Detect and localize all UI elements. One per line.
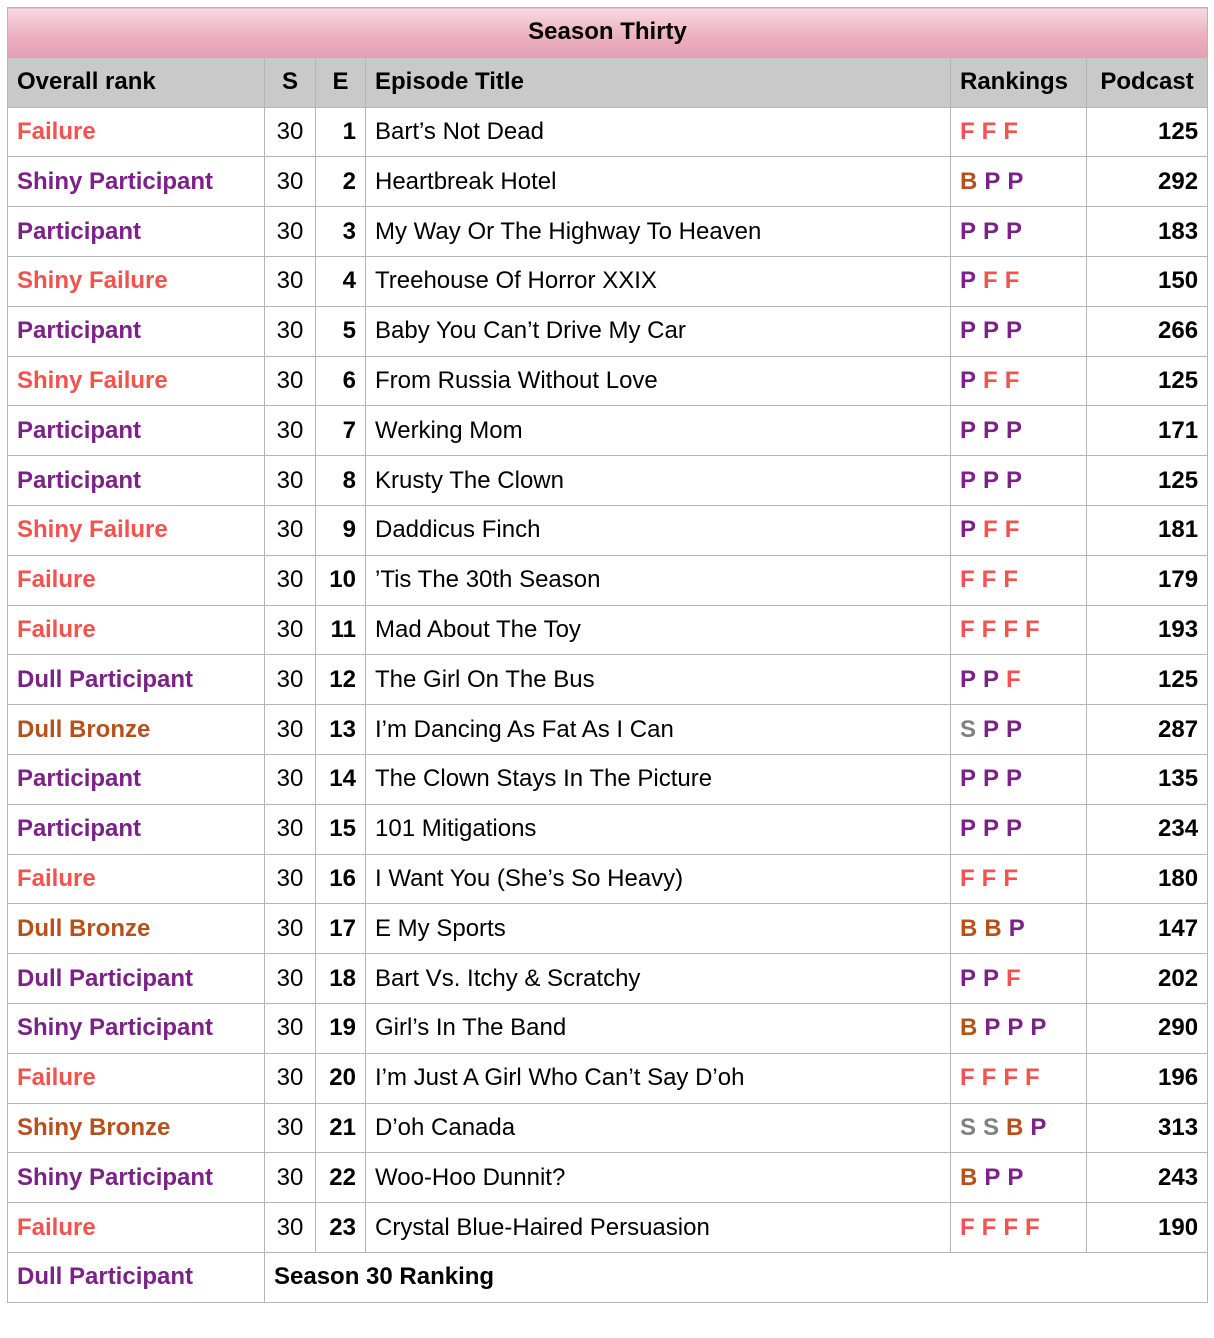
season-cell: 30 [265, 306, 316, 356]
ranking-letter: F [983, 267, 998, 295]
ranking-letter: B [960, 914, 978, 942]
overall-rank-cell: Shiny Failure [8, 356, 265, 406]
season-cell: 30 [265, 605, 316, 655]
header-episode-title: Episode Title [366, 57, 951, 107]
rankings-cell [951, 1053, 1087, 1103]
rankings-cell [951, 456, 1087, 506]
ranking-letter: P [1030, 1014, 1047, 1042]
header-episode: E [316, 57, 366, 107]
ranking-letter: S [960, 715, 977, 743]
podcast-cell: 287 [1087, 705, 1208, 755]
season-cell: 30 [265, 456, 316, 506]
ranking-letter: P [983, 765, 1000, 793]
overall-rank-cell: Failure [8, 107, 265, 157]
podcast-cell: 243 [1087, 1153, 1208, 1203]
table-row [8, 754, 1208, 804]
column-header-row [8, 57, 1208, 107]
episode-number-cell: 17 [316, 904, 366, 954]
ranking-letter: P [983, 416, 1000, 444]
footer-row [8, 1252, 1208, 1302]
podcast-cell: 266 [1087, 306, 1208, 356]
table-row [8, 1103, 1208, 1153]
episode-number-cell: 23 [316, 1203, 366, 1253]
table-row [8, 1153, 1208, 1203]
episode-number-cell: 16 [316, 854, 366, 904]
rankings-cell [951, 804, 1087, 854]
episode-number-cell: 22 [316, 1153, 366, 1203]
episode-number-cell: 4 [316, 256, 366, 306]
ranking-letter: F [1004, 516, 1020, 544]
episode-title-cell: E My Sports [366, 904, 951, 954]
table-row [8, 157, 1208, 207]
table-row [8, 555, 1208, 605]
ranking-letter: P [983, 715, 1000, 743]
ranking-letter: P [960, 665, 977, 693]
ranking-letter: F [1003, 117, 1019, 145]
ranking-letter: S [960, 1113, 977, 1141]
ranking-letter: P [1008, 914, 1025, 942]
season-cell: 30 [265, 1053, 316, 1103]
rankings-cell [951, 655, 1087, 705]
table-row [8, 356, 1208, 406]
ranking-letter: F [1004, 267, 1020, 295]
ranking-letter: P [1007, 1163, 1024, 1191]
episode-number-cell: 6 [316, 356, 366, 406]
overall-rank-cell: Participant [8, 754, 265, 804]
ranking-letter: P [984, 1163, 1001, 1191]
episode-number-cell: 7 [316, 406, 366, 456]
rankings-cell [951, 356, 1087, 406]
table-row [8, 804, 1208, 854]
podcast-cell: 171 [1087, 406, 1208, 456]
episode-number-cell: 21 [316, 1103, 366, 1153]
table-row [8, 306, 1208, 356]
ranking-letter: F [1003, 566, 1019, 594]
ranking-letter: P [960, 217, 977, 245]
ranking-letter: P [1006, 815, 1023, 843]
episode-number-cell: 18 [316, 954, 366, 1004]
episode-title-cell: 101 Mitigations [366, 804, 951, 854]
ranking-letter: F [960, 566, 975, 594]
podcast-cell: 183 [1087, 207, 1208, 257]
episode-title-cell: I’m Dancing As Fat As I Can [366, 705, 951, 755]
ranking-letter: P [960, 516, 977, 544]
episode-title-cell: Baby You Can’t Drive My Car [366, 306, 951, 356]
episode-title-cell: The Clown Stays In The Picture [366, 754, 951, 804]
table-row [8, 705, 1208, 755]
ranking-letter: F [981, 864, 997, 892]
ranking-letter: B [960, 1014, 978, 1042]
ranking-letter: P [983, 317, 1000, 345]
episode-title-cell: From Russia Without Love [366, 356, 951, 406]
podcast-cell: 290 [1087, 1003, 1208, 1053]
ranking-letter: P [1006, 217, 1023, 245]
episode-number-cell: 3 [316, 207, 366, 257]
ranking-letter: F [981, 117, 997, 145]
overall-rank-cell: Shiny Participant [8, 1003, 265, 1053]
rankings-cell [951, 207, 1087, 257]
rankings-cell [951, 1153, 1087, 1203]
episode-title-cell: Mad About The Toy [366, 605, 951, 655]
podcast-cell: 179 [1087, 555, 1208, 605]
episode-number-cell: 5 [316, 306, 366, 356]
episode-number-cell: 15 [316, 804, 366, 854]
header-season: S [265, 57, 316, 107]
overall-rank-cell: Failure [8, 605, 265, 655]
season-cell: 30 [265, 1153, 316, 1203]
overall-rank-cell: Dull Bronze [8, 705, 265, 755]
ranking-letter: P [1030, 1113, 1047, 1141]
ranking-letter: P [983, 466, 1000, 494]
episode-title-cell: Bart’s Not Dead [366, 107, 951, 157]
overall-rank-cell: Failure [8, 1053, 265, 1103]
episode-title-cell: Werking Mom [366, 406, 951, 456]
ranking-letter: F [960, 615, 975, 643]
season-overall-rank: Dull Participant [8, 1252, 265, 1302]
season-cell: 30 [265, 356, 316, 406]
episode-title-cell: Daddicus Finch [366, 505, 951, 555]
ranking-letter: B [960, 167, 978, 195]
overall-rank-cell: Shiny Failure [8, 505, 265, 555]
overall-rank-cell: Shiny Participant [8, 1153, 265, 1203]
season-cell: 30 [265, 804, 316, 854]
episode-number-cell: 9 [316, 505, 366, 555]
ranking-letter: F [1003, 864, 1019, 892]
rankings-cell [951, 256, 1087, 306]
header-podcast: Podcast [1087, 57, 1208, 107]
ranking-letter: F [1003, 615, 1019, 643]
ranking-letter: F [1006, 665, 1021, 693]
podcast-cell: 292 [1087, 157, 1208, 207]
ranking-letter: B [984, 914, 1002, 942]
season-cell: 30 [265, 1203, 316, 1253]
rankings-cell [951, 157, 1087, 207]
rankings-cell [951, 854, 1087, 904]
table-row [8, 854, 1208, 904]
season-cell: 30 [265, 505, 316, 555]
episode-number-cell: 19 [316, 1003, 366, 1053]
overall-rank-cell: Dull Participant [8, 954, 265, 1004]
ranking-letter: F [960, 117, 975, 145]
episode-number-cell: 2 [316, 157, 366, 207]
season-cell: 30 [265, 954, 316, 1004]
season-cell: 30 [265, 107, 316, 157]
ranking-letter: P [960, 815, 977, 843]
ranking-letter: P [960, 964, 977, 992]
ranking-letter: P [984, 1014, 1001, 1042]
podcast-cell: 193 [1087, 605, 1208, 655]
overall-rank-cell: Participant [8, 306, 265, 356]
episode-title-cell: I Want You (She’s So Heavy) [366, 854, 951, 904]
overall-rank-cell: Participant [8, 456, 265, 506]
table-row [8, 1003, 1208, 1053]
overall-rank-cell: Failure [8, 854, 265, 904]
episode-title-cell: I’m Just A Girl Who Can’t Say D’oh [366, 1053, 951, 1103]
rankings-cell [951, 555, 1087, 605]
season-cell: 30 [265, 1003, 316, 1053]
episode-number-cell: 20 [316, 1053, 366, 1103]
table-row [8, 107, 1208, 157]
overall-rank-cell: Dull Bronze [8, 904, 265, 954]
podcast-cell: 147 [1087, 904, 1208, 954]
table-row [8, 256, 1208, 306]
table-row [8, 406, 1208, 456]
episode-title-cell: Bart Vs. Itchy & Scratchy [366, 954, 951, 1004]
table-row [8, 954, 1208, 1004]
ranking-letter: P [960, 267, 977, 295]
table-row [8, 1053, 1208, 1103]
ranking-letter: P [1006, 765, 1023, 793]
episode-number-cell: 10 [316, 555, 366, 605]
table-row [8, 207, 1208, 257]
ranking-letter: F [981, 1064, 997, 1092]
episode-title-cell: The Girl On The Bus [366, 655, 951, 705]
podcast-cell: 202 [1087, 954, 1208, 1004]
overall-rank-cell: Dull Participant [8, 655, 265, 705]
podcast-cell: 196 [1087, 1053, 1208, 1103]
overall-rank-cell: Shiny Failure [8, 256, 265, 306]
podcast-cell: 313 [1087, 1103, 1208, 1153]
ranking-letter: P [1007, 1014, 1024, 1042]
episode-title-cell: Krusty The Clown [366, 456, 951, 506]
header-overall-rank: Overall rank [8, 57, 265, 107]
ranking-letter: F [1025, 1064, 1040, 1092]
ranking-letter: F [1025, 1213, 1040, 1241]
ranking-letter: F [1025, 615, 1040, 643]
ranking-letter: P [960, 765, 977, 793]
table-row [8, 1203, 1208, 1253]
rankings-cell [951, 505, 1087, 555]
ranking-letter: F [960, 1064, 975, 1092]
podcast-cell: 180 [1087, 854, 1208, 904]
podcast-cell: 125 [1087, 655, 1208, 705]
ranking-letter: F [983, 366, 998, 394]
episode-title-cell: ’Tis The 30th Season [366, 555, 951, 605]
overall-rank-cell: Shiny Participant [8, 157, 265, 207]
season-cell: 30 [265, 754, 316, 804]
ranking-letter: F [981, 566, 997, 594]
table-title: Season Thirty [8, 8, 1208, 58]
episode-title-cell: Crystal Blue-Haired Persuasion [366, 1203, 951, 1253]
rankings-cell [951, 904, 1087, 954]
season-cell: 30 [265, 555, 316, 605]
overall-rank-cell: Shiny Bronze [8, 1103, 265, 1153]
ranking-letter: P [1006, 466, 1023, 494]
episode-number-cell: 13 [316, 705, 366, 755]
season-cell: 30 [265, 1103, 316, 1153]
episode-number-cell: 14 [316, 754, 366, 804]
season-cell: 30 [265, 406, 316, 456]
ranking-letter: P [984, 167, 1001, 195]
rankings-cell [951, 1003, 1087, 1053]
rankings-cell [951, 605, 1087, 655]
header-rankings: Rankings [951, 57, 1087, 107]
ranking-letter: P [1006, 416, 1023, 444]
ranking-letter: P [960, 366, 977, 394]
table-row [8, 605, 1208, 655]
episode-number-cell: 1 [316, 107, 366, 157]
ranking-letter: P [960, 416, 977, 444]
ranking-letter: P [983, 665, 1000, 693]
ranking-letter: B [960, 1163, 978, 1191]
rankings-cell [951, 1203, 1087, 1253]
ranking-letter: F [981, 615, 997, 643]
season-table [7, 7, 1208, 1303]
rankings-cell [951, 1103, 1087, 1153]
table-row [8, 904, 1208, 954]
season-cell: 30 [265, 256, 316, 306]
ranking-letter: F [960, 864, 975, 892]
episode-number-cell: 12 [316, 655, 366, 705]
podcast-cell: 125 [1087, 356, 1208, 406]
overall-rank-cell: Participant [8, 804, 265, 854]
ranking-letter: F [1003, 1213, 1019, 1241]
overall-rank-cell: Participant [8, 406, 265, 456]
ranking-letter: F [960, 1213, 975, 1241]
episode-title-cell: D’oh Canada [366, 1103, 951, 1153]
episode-title-cell: My Way Or The Highway To Heaven [366, 207, 951, 257]
ranking-letter: F [981, 1213, 997, 1241]
ranking-letter: P [983, 217, 1000, 245]
season-cell: 30 [265, 655, 316, 705]
ranking-letter: F [1004, 366, 1020, 394]
table-row [8, 655, 1208, 705]
rankings-cell [951, 406, 1087, 456]
episode-number-cell: 11 [316, 605, 366, 655]
season-cell: 30 [265, 904, 316, 954]
rankings-cell [951, 107, 1087, 157]
ranking-letter: B [1006, 1113, 1024, 1141]
ranking-letter: P [1007, 167, 1024, 195]
table-title-row [8, 8, 1208, 58]
episode-title-cell: Heartbreak Hotel [366, 157, 951, 207]
ranking-letter: P [960, 466, 977, 494]
season-cell: 30 [265, 207, 316, 257]
episode-title-cell: Girl’s In The Band [366, 1003, 951, 1053]
rankings-cell [951, 754, 1087, 804]
ranking-letter: F [1003, 1064, 1019, 1092]
season-ranking-label: Season 30 Ranking [265, 1252, 1208, 1302]
ranking-letter: F [1006, 964, 1021, 992]
podcast-cell: 125 [1087, 107, 1208, 157]
overall-rank-cell: Participant [8, 207, 265, 257]
podcast-cell: 125 [1087, 456, 1208, 506]
season-cell: 30 [265, 705, 316, 755]
overall-rank-cell: Failure [8, 1203, 265, 1253]
ranking-letter: S [983, 1113, 1000, 1141]
overall-rank-cell: Failure [8, 555, 265, 605]
season-cell: 30 [265, 854, 316, 904]
ranking-letter: P [960, 317, 977, 345]
episode-title-cell: Treehouse Of Horror XXIX [366, 256, 951, 306]
rankings-cell [951, 306, 1087, 356]
ranking-letter: P [1006, 317, 1023, 345]
podcast-cell: 234 [1087, 804, 1208, 854]
ranking-letter: P [983, 815, 1000, 843]
season-cell: 30 [265, 157, 316, 207]
episode-number-cell: 8 [316, 456, 366, 506]
podcast-cell: 181 [1087, 505, 1208, 555]
podcast-cell: 190 [1087, 1203, 1208, 1253]
ranking-letter: P [1006, 715, 1023, 743]
table-row [8, 456, 1208, 506]
table-row [8, 505, 1208, 555]
rankings-cell [951, 705, 1087, 755]
episode-title-cell: Woo-Hoo Dunnit? [366, 1153, 951, 1203]
podcast-cell: 135 [1087, 754, 1208, 804]
podcast-cell: 150 [1087, 256, 1208, 306]
table-body [8, 107, 1208, 1252]
ranking-letter: F [983, 516, 998, 544]
ranking-letter: P [983, 964, 1000, 992]
rankings-cell [951, 954, 1087, 1004]
